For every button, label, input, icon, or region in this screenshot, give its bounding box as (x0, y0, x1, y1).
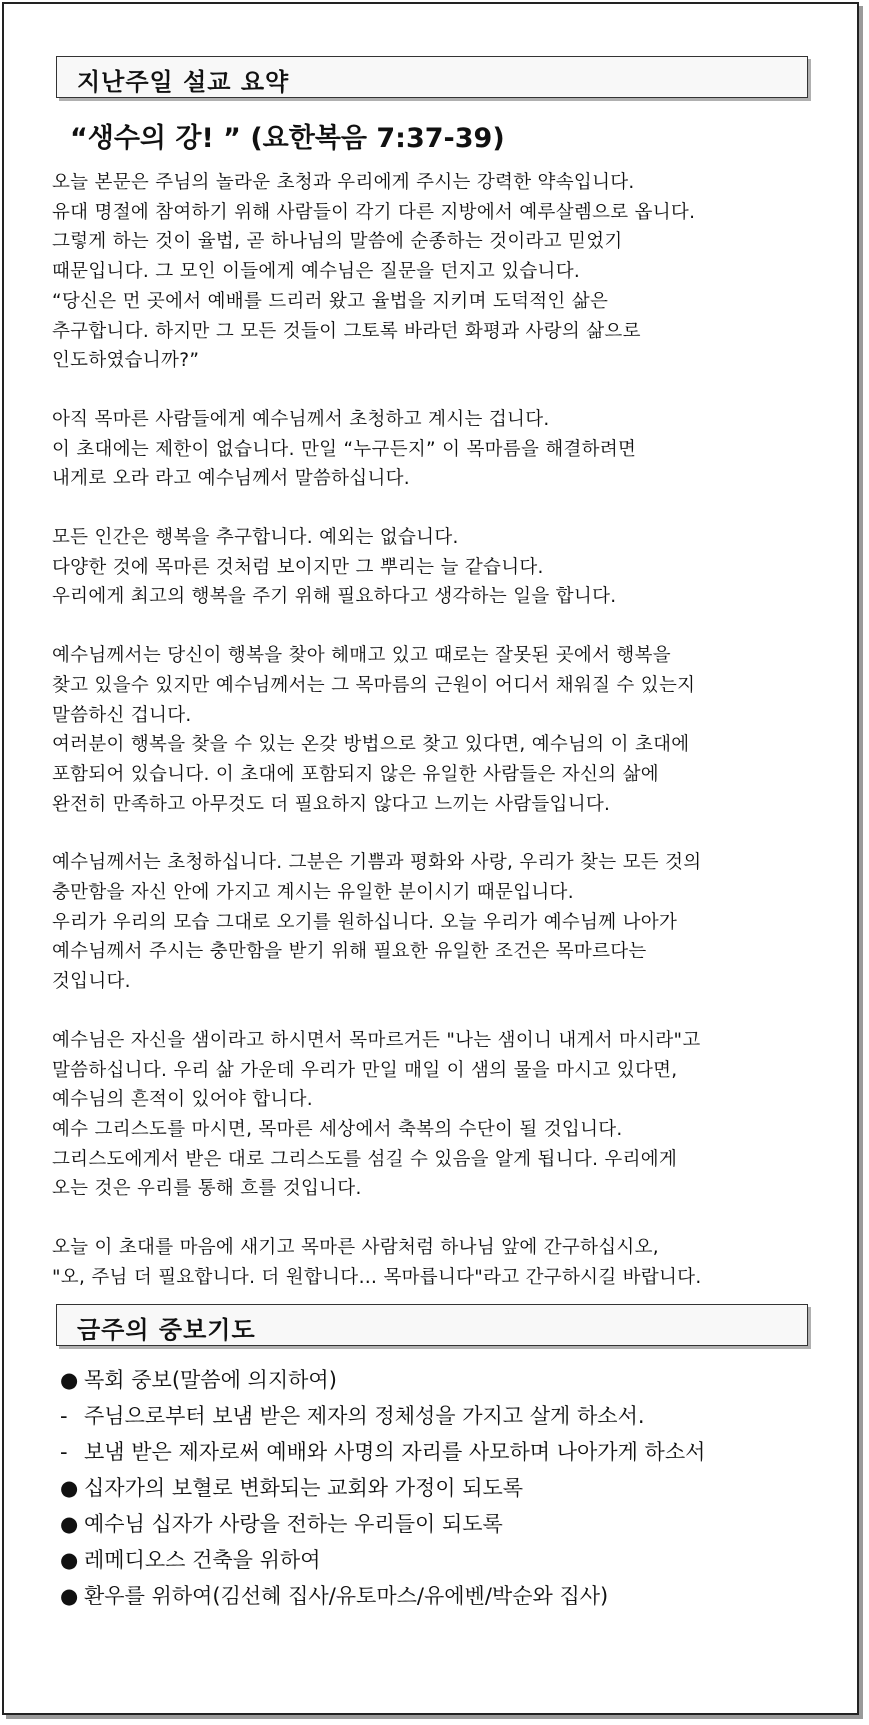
section-title: 금주의 중보기도 (77, 1316, 256, 1344)
sermon-line: 예수님께서 주시는 충만함을 받기 위해 필요한 유일한 조건은 목마르다는 (52, 941, 647, 963)
sermon-line: “당신은 먼 곳에서 예배를 드리러 왔고 율법을 지키며 도덕적인 삶은 (52, 290, 609, 312)
sermon-line: 내게로 오라 라고 예수님께서 말씀하십니다. (52, 468, 410, 490)
sermon-line: 모든 인간은 행복을 추구합니다. 예외는 없습니다. (52, 527, 459, 549)
bullet-icon: ● (60, 1476, 79, 1500)
prayer-item (60, 1542, 820, 1578)
sermon-line: 이 초대에는 제한이 없습니다. 만일 “누구든지” 이 목마름을 해결하려면 (52, 438, 637, 460)
sermon-line: 포함되어 있습니다. 이 초대에 포함되지 않은 유일한 사람들은 자신의 삶에 (52, 763, 659, 785)
sermon-line: 예수님께서는 당신이 행복을 찾아 헤매고 있고 때로는 잘못된 곳에서 행복을 (52, 645, 671, 667)
sermon-line: 찾고 있을수 있지만 예수님께서는 그 목마름의 근원이 어디서 채워질 수 있는지 (52, 674, 696, 696)
prayer-item-text: 십자가의 보혈로 변화되는 교회와 가정이 되도록 (84, 1476, 524, 1500)
section-header-sermon-summary (56, 56, 808, 98)
sermon-line: 다양한 것에 목마른 것처럼 보이지만 그 뿌리는 늘 같습니다. (52, 556, 544, 578)
sermon-line: 그렇게 하는 것이 율법, 곧 하나님의 말씀에 순종하는 것이라고 믿었기 (52, 231, 623, 253)
sermon-title: “생수의 강! ” (요한복음 7:37-39) (70, 123, 505, 154)
sermon-line: 여러분이 행복을 찾을 수 있는 온갖 방법으로 찾고 있다면, 예수님의 이 초대에 (52, 734, 690, 756)
sermon-line: 예수 그리스도를 마시면, 목마른 세상에서 축복의 수단이 될 것입니다. (52, 1118, 623, 1140)
prayer-item-text: 예수님 십자가 사랑을 전하는 우리들이 되도록 (84, 1512, 503, 1536)
sermon-line: 우리가 우리의 모습 그대로 오기를 원하십니다. 오늘 우리가 예수님께 나아가 (52, 911, 678, 933)
prayer-item-text: 레메디오스 건축을 위하여 (84, 1548, 321, 1572)
bullet-icon: ● (60, 1368, 79, 1392)
sermon-body (52, 168, 822, 1322)
sermon-paragraph (52, 641, 822, 819)
sermon-line: 말씀하신 겁니다. (52, 704, 192, 726)
prayer-item-text: 환우를 위하여(김선혜 집사/유토마스/유에벤/박순와 집사) (84, 1584, 609, 1608)
bullet-icon: ● (60, 1512, 79, 1536)
prayer-item (60, 1434, 820, 1470)
sermon-line: 인도하였습니까?” (52, 350, 200, 372)
dash-marker: - (60, 1440, 68, 1464)
sermon-paragraph (52, 405, 822, 494)
section-title: 지난주일 설교 요약 (77, 68, 290, 96)
sermon-paragraph (52, 523, 822, 612)
prayer-list (60, 1362, 820, 1614)
sermon-line: "오, 주님 더 필요합니다. 더 원합니다… 목마릅니다"라고 간구하시길 바랍니다. (52, 1266, 702, 1288)
sermon-line: 예수님은 자신을 샘이라고 하시면서 목마르거든 "나는 샘이니 내게서 마시라"고 (52, 1029, 701, 1051)
sermon-line: 충만함을 자신 안에 가지고 계시는 유일한 분이시기 때문입니다. (52, 882, 574, 904)
prayer-item (60, 1506, 820, 1542)
prayer-item-text: 목회 중보(말씀에 의지하여) (84, 1368, 337, 1392)
sermon-line: 말씀하십니다. 우리 삶 가운데 우리가 만일 매일 이 샘의 물을 마시고 있다면, (52, 1059, 678, 1081)
sermon-line: 예수님께서는 초청하십니다. 그분은 기쁨과 평화와 사랑, 우리가 찾는 모든 것의 (52, 852, 702, 874)
prayer-item (60, 1398, 820, 1434)
sermon-line: 완전히 만족하고 아무것도 더 필요하지 않다고 느끼는 사람들입니다. (52, 793, 611, 815)
sermon-paragraph (52, 1026, 822, 1204)
sermon-line: 때문입니다. 그 모인 이들에게 예수님은 질문을 던지고 있습니다. (52, 261, 581, 283)
prayer-item-text: 주님으로부터 보냄 받은 제자의 정체성을 가지고 살게 하소서. (84, 1404, 645, 1428)
bullet-icon: ● (60, 1584, 79, 1608)
sermon-line: 것입니다. (52, 971, 131, 993)
prayer-item (60, 1578, 820, 1614)
sermon-line: 예수님의 흔적이 있어야 합니다. (52, 1089, 313, 1111)
sermon-line: 우리에게 최고의 행복을 주기 위해 필요하다고 생각하는 일을 합니다. (52, 586, 617, 608)
section-header-prayer (56, 1304, 808, 1346)
sermon-line: 오늘 이 초대를 마음에 새기고 목마른 사람처럼 하나님 앞에 간구하십시오, (52, 1237, 659, 1259)
sermon-line: 아직 목마른 사람들에게 예수님께서 초청하고 계시는 겁니다. (52, 408, 550, 430)
prayer-item (60, 1470, 820, 1506)
prayer-item (60, 1362, 820, 1398)
sermon-paragraph (52, 848, 822, 997)
sermon-line: 오는 것은 우리를 통해 흐를 것입니다. (52, 1178, 362, 1200)
sermon-line: 그리스도에게서 받은 대로 그리스도를 섬길 수 있음을 알게 됩니다. 우리에게 (52, 1148, 678, 1170)
dash-marker: - (60, 1404, 68, 1428)
sermon-line: 추구합니다. 하지만 그 모든 것들이 그토록 바라던 화평과 사랑의 삶으로 (52, 320, 641, 342)
bullet-icon: ● (60, 1548, 79, 1572)
sermon-paragraph (52, 1233, 822, 1292)
prayer-item-text: 보냄 받은 제자로써 예배와 사명의 자리를 사모하며 나아가게 하소서 (84, 1440, 706, 1464)
sermon-paragraph (52, 168, 822, 376)
sermon-line: 오늘 본문은 주님의 놀라운 초청과 우리에게 주시는 강력한 약속입니다. (52, 172, 635, 193)
sermon-line: 유대 명절에 참여하기 위해 사람들이 각기 다른 지방에서 예루살렘으로 옵니다. (52, 201, 696, 223)
